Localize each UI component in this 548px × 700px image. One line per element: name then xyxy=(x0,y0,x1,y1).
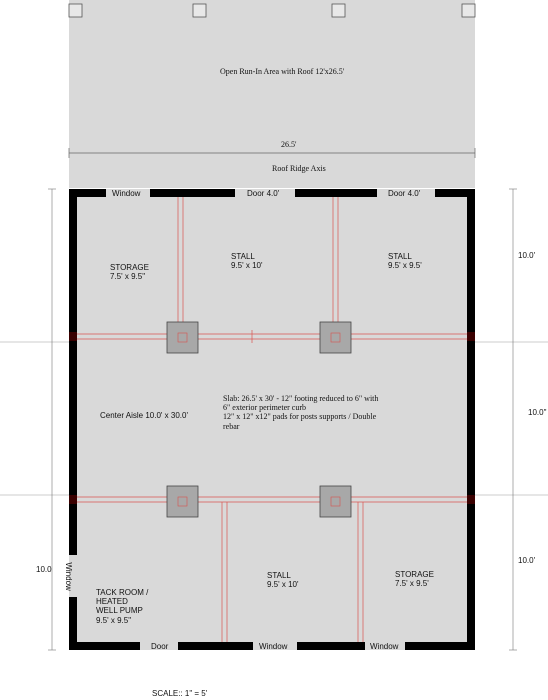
bottom-window-label-1: Window xyxy=(259,642,288,651)
post-pad-4 xyxy=(320,486,351,517)
top-door-label-2: Door 4.0' xyxy=(388,189,421,198)
right-dimension-top: 10.0' xyxy=(518,251,536,260)
stall-top-mid-label: STALL 9.5' x 10' xyxy=(231,252,263,271)
post-pad-3 xyxy=(167,486,198,517)
top-window-label: Window xyxy=(112,189,141,198)
bottom-window-label-2: Window xyxy=(370,642,399,651)
right-dimension-bottom: 10.0' xyxy=(518,556,536,565)
center-aisle-label: Center Aisle 10.0' x 30.0' xyxy=(100,411,188,420)
top-door-label-1: Door 4.0' xyxy=(247,189,280,198)
stall-bottom-mid-label: STALL 9.5' x 10' xyxy=(267,571,299,590)
bottom-door-label: Door xyxy=(151,642,169,651)
slab-note: Slab: 26.5' x 30' - 12" footing reduced to 6" with 6" exterior perimeter curb 12" x 12" x12" pads for posts supports / Double rebar xyxy=(223,394,379,431)
post-pad-1 xyxy=(167,322,198,353)
wall-post-left-2 xyxy=(69,495,77,504)
wall-right xyxy=(467,189,475,650)
run-in-area xyxy=(69,0,475,188)
left-window-label: Window xyxy=(63,562,73,591)
post-marker-4 xyxy=(462,4,475,17)
post-marker-1 xyxy=(69,4,82,17)
tack-room-label: TACK ROOM / HEATED WELL PUMP 9.5' x 9.5" xyxy=(96,588,149,625)
post-pad-2 xyxy=(320,322,351,353)
left-dimension-bottom: 10.0 xyxy=(36,565,52,574)
wall-post-left-1 xyxy=(69,332,77,341)
storage-top-label: STORAGE 7.5' x 9.5" xyxy=(110,263,149,282)
wall-post-right-1 xyxy=(467,332,475,341)
width-dimension-label: 26.5' xyxy=(281,140,297,149)
stall-top-right-label: STALL 9.5' x 9.5' xyxy=(388,252,422,271)
right-dimension-mid: 10.0" xyxy=(528,408,547,417)
post-marker-3 xyxy=(332,4,345,17)
scale-label: SCALE:: 1" = 5' xyxy=(152,689,208,698)
wall-post-right-2 xyxy=(467,495,475,504)
storage-bottom-label: STORAGE 7.5' x 9.5' xyxy=(395,570,434,589)
roof-ridge-label: Roof Ridge Axis xyxy=(272,164,326,173)
run-in-area-label: Open Run-In Area with Roof 12'x26.5' xyxy=(220,67,345,76)
post-marker-2 xyxy=(193,4,206,17)
